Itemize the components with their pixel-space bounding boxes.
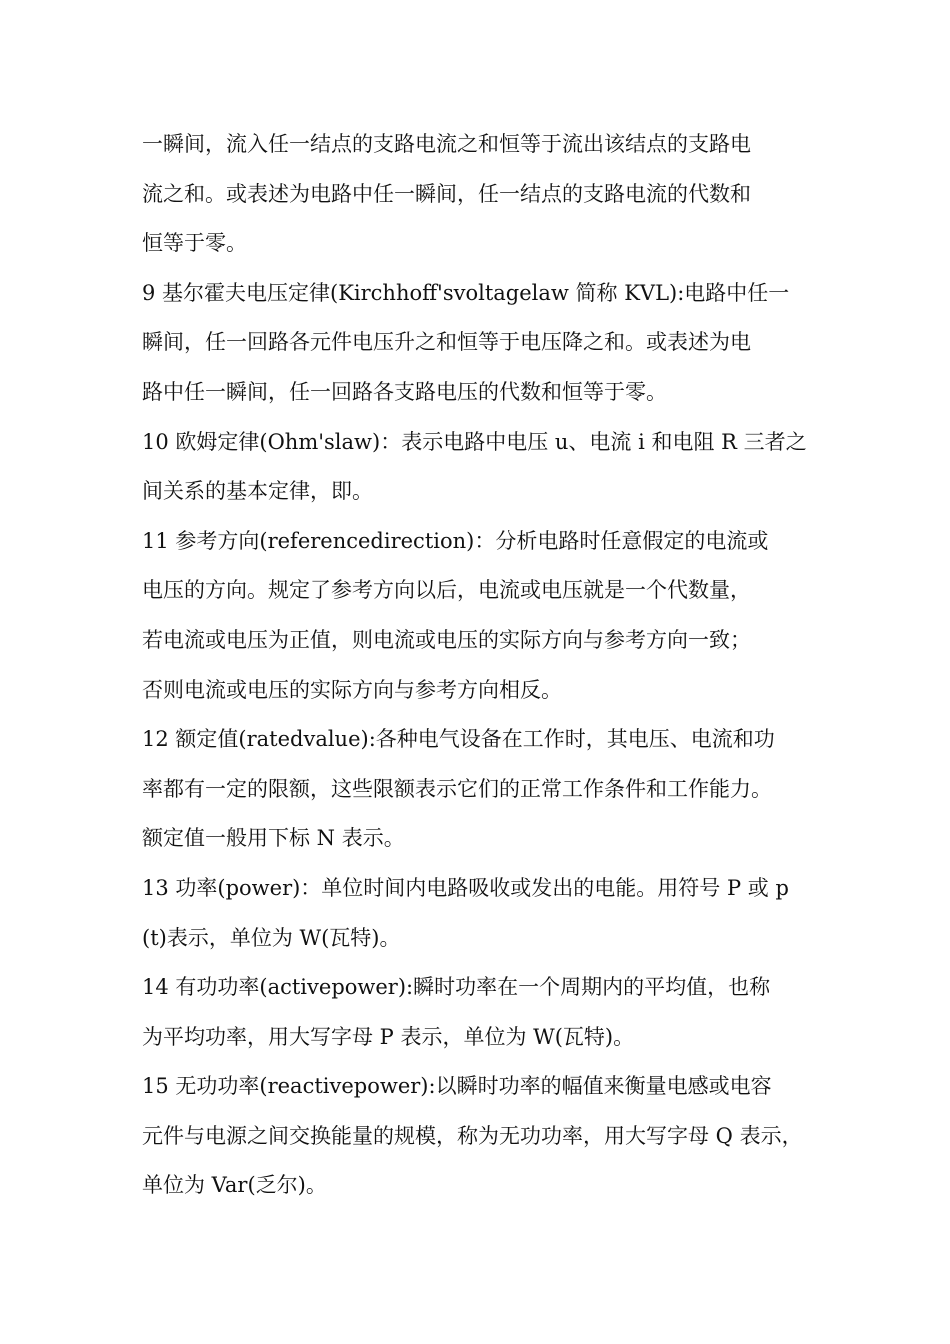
text-line: 恒等于零。 (142, 231, 247, 256)
text-line: 一瞬间，流入任一结点的支路电流之和恒等于流出该结点的支路电 (142, 132, 751, 156)
text-line: 11 参考方向(referencedirection)：分析电路时任意假定的电流或 (142, 528, 769, 553)
text-line: 12 额定值(ratedvalue):各种电气设备在工作时，其电压、电流和功 (142, 727, 775, 752)
text-line: 路中任一瞬间，任一回路各支路电压的代数和恒等于零。 (142, 379, 667, 404)
text-line: (t)表示，单位为 W(瓦特)。 (142, 925, 401, 950)
text-line: 流之和。或表述为电路中任一瞬间，任一结点的支路电流的代数和 (142, 181, 751, 206)
text-line: 元件与电源之间交换能量的规模，称为无功功率，用大写字母 Q 表示， (142, 1123, 803, 1148)
text-line: 为平均功率，用大写字母 P 表示，单位为 W(瓦特)。 (142, 1024, 635, 1049)
text-line: 电压的方向。规定了参考方向以后，电流或电压就是一个代数量， (142, 578, 751, 603)
text-line: 9 基尔霍夫电压定律(Kirchhoff'svoltagelaw 简称 KVL):电路中任一 (142, 280, 790, 305)
text-line: 间关系的基本定律，即。 (142, 479, 373, 504)
text-line: 14 有功功率(activepower):瞬时功率在一个周期内的平均值，也称 (142, 975, 771, 1000)
document-body (142, 120, 832, 1211)
text-line: 额定值一般用下标 N 表示。 (142, 826, 405, 851)
text-line: 否则电流或电压的实际方向与参考方向相反。 (142, 677, 562, 702)
text-line: 若电流或电压为正值，则电流或电压的实际方向与参考方向一致； (142, 627, 751, 652)
text-line: 率都有一定的限额，这些限额表示它们的正常工作条件和工作能力。 (142, 776, 772, 801)
text-line: 15 无功功率(reactivepower):以瞬时功率的幅值来衡量电感或电容 (142, 1074, 772, 1099)
text-line: 10 欧姆定律(Ohm'slaw)：表示电路中电压 u、电流 i 和电阻 R 三者之 (142, 429, 807, 454)
text-line: 13 功率(power)：单位时间内电路吸收或发出的电能。用符号 P 或 p (142, 875, 789, 900)
text-line: 单位为 Var(乏尔)。 (142, 1173, 327, 1198)
text-line: 瞬间，任一回路各元件电压升之和恒等于电压降之和。或表述为电 (142, 330, 751, 355)
